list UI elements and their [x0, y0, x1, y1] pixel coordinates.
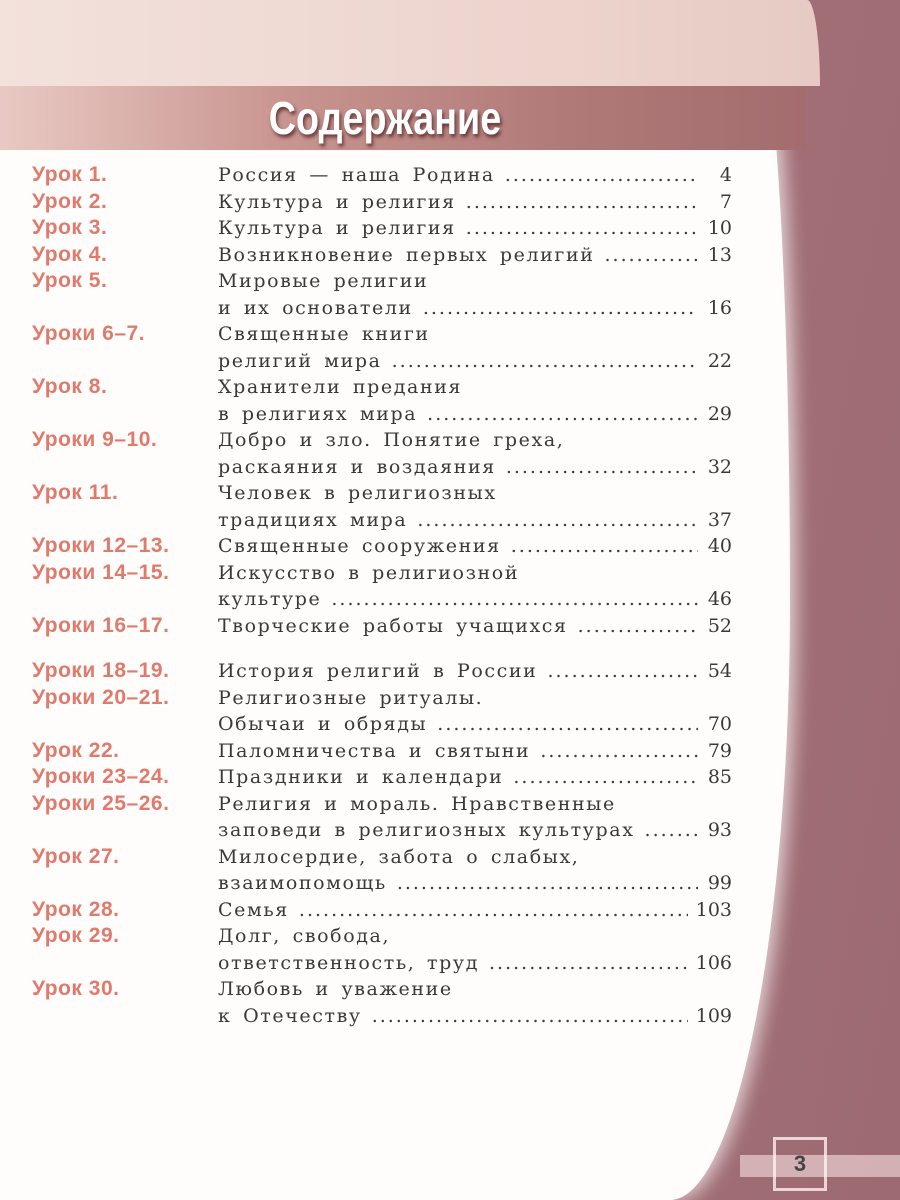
- entry-title-line: Творческие работы учащихся: [218, 614, 568, 637]
- toc-entry: [32, 738, 732, 765]
- toc-entry: [32, 427, 732, 480]
- entry-title-line: Праздники и календари: [218, 766, 504, 788]
- lesson-label: Уроки 9–10.: [32, 428, 158, 451]
- entry-title-line: ответственность, труд: [218, 951, 479, 974]
- entry-title-line: традициях мира: [218, 508, 408, 531]
- dot-leader: [397, 870, 698, 897]
- toc-entry: [32, 897, 732, 924]
- entry-title-line: в религиях мира: [218, 402, 418, 425]
- lesson-label: Урок 28.: [32, 897, 120, 921]
- lesson-label: Урок 1.: [32, 163, 108, 186]
- page-ref: 79: [707, 739, 732, 762]
- table-of-contents: [32, 162, 732, 1029]
- entry-title-line: Культура и религия: [218, 190, 456, 213]
- entry-title-line: заповеди в религиозных культурах: [218, 819, 635, 841]
- page-ref: 29: [707, 402, 732, 425]
- lesson-label: Урок 3.: [32, 216, 108, 239]
- toc-entry: [32, 162, 732, 189]
- page-ref: 16: [707, 296, 732, 319]
- page-ref: 10: [707, 217, 732, 239]
- toc-entry: [32, 764, 732, 791]
- page-ref: 22: [707, 349, 732, 372]
- page-ref: 54: [707, 660, 732, 682]
- lesson-label: Урок 30.: [32, 977, 120, 1000]
- dot-leader: [372, 1003, 688, 1030]
- entry-title-line: Долг, свобода,: [218, 925, 391, 947]
- toc-entry: [32, 791, 732, 844]
- lesson-label: Уроки 23–24.: [32, 765, 170, 788]
- dot-leader: [645, 817, 698, 844]
- entry-title-line: Россия — наша Родина: [218, 164, 495, 186]
- page-ref: 13: [707, 243, 732, 266]
- entry-title-line: Культура и религия: [218, 217, 456, 239]
- page-ref: 37: [707, 508, 732, 531]
- lesson-label: Урок 11.: [32, 481, 119, 504]
- entry-title-line: Любовь и уважение: [218, 978, 453, 1000]
- toc-entry: [32, 321, 732, 374]
- top-band: [0, 0, 820, 86]
- toc-entry: [32, 658, 732, 685]
- page-ref: 99: [707, 872, 732, 894]
- toc-entry: [32, 560, 732, 613]
- entry-title-line: Мировые религии: [218, 270, 429, 292]
- dot-leader: [513, 764, 698, 791]
- page-number: 3: [773, 1137, 827, 1191]
- dot-leader: [331, 586, 698, 613]
- toc-entry: [32, 268, 732, 321]
- dot-leader: [466, 189, 698, 216]
- entry-title-line: Священные сооружения: [218, 535, 501, 557]
- dot-leader: [506, 454, 698, 481]
- dot-leader: [511, 533, 698, 560]
- dot-leader: [427, 401, 698, 428]
- entry-title-line: Паломничества и святыни: [218, 739, 531, 762]
- dot-leader: [466, 215, 698, 242]
- page-ref: 4: [719, 164, 732, 186]
- page-ref: 32: [707, 455, 732, 478]
- entry-title-line: Религиозные ритуалы.: [218, 686, 484, 709]
- toc-entry: [32, 533, 732, 560]
- page-ref: 70: [707, 713, 732, 735]
- entry-title-line: религий мира: [218, 349, 382, 372]
- page-title: Содержание: [268, 92, 502, 144]
- toc-entry: [32, 844, 732, 897]
- toc-entry: [32, 480, 732, 533]
- page-ref: 85: [707, 766, 732, 788]
- entry-title-line: История религий в России: [218, 660, 538, 682]
- dot-leader: [540, 738, 698, 765]
- lesson-label: Уроки 12–13.: [32, 534, 170, 557]
- page-ref: 109: [695, 1004, 732, 1027]
- toc-entry: [32, 923, 732, 976]
- entry-title-line: и их основатели: [218, 296, 413, 319]
- lesson-label: Урок 27.: [32, 844, 120, 868]
- page-ref: 52: [707, 614, 732, 637]
- entry-title-line: Искусство в религиозной: [218, 561, 520, 584]
- toc-entry: [32, 242, 732, 269]
- page-ref: 103: [695, 898, 732, 921]
- lesson-label: Уроки 16–17.: [32, 613, 170, 637]
- toc-entry: [32, 215, 732, 242]
- entry-title-line: к Отечеству: [218, 1004, 362, 1027]
- toc-entry: [32, 976, 732, 1029]
- dot-leader: [505, 162, 698, 189]
- lesson-label: Уроки 25–26.: [32, 791, 170, 815]
- dot-leader: [299, 897, 688, 924]
- lesson-label: Урок 22.: [32, 738, 120, 762]
- entry-title-line: взаимопомощь: [218, 872, 387, 894]
- lesson-label: Урок 5.: [32, 269, 108, 292]
- toc-entry: [32, 374, 732, 427]
- toc-entry: [32, 685, 732, 738]
- entry-title-line: Хранители предания: [218, 376, 463, 398]
- entry-title-line: Священные книги: [218, 323, 430, 345]
- toc-entry: [32, 613, 732, 640]
- page-ref: 93: [707, 819, 732, 841]
- lesson-label: Уроки 6–7.: [32, 322, 146, 345]
- dot-leader: [423, 295, 698, 322]
- entry-title-line: Религия и мораль. Нравственные: [218, 792, 616, 815]
- entry-title-line: Обычаи и обряды: [218, 713, 428, 735]
- lesson-label: Уроки 20–21.: [32, 685, 170, 709]
- lesson-label: Уроки 14–15.: [32, 560, 170, 584]
- lesson-label: Урок 4.: [32, 242, 108, 266]
- page-ref: 7: [719, 190, 732, 213]
- entry-title-line: Милосердие, забота о слабых,: [218, 845, 580, 868]
- toc-entry: [32, 189, 732, 216]
- entry-title-line: культуре: [218, 588, 322, 610]
- entry-title-line: Возникновение первых религий: [218, 243, 595, 266]
- entry-title-line: раскаяния и воздаяния: [218, 455, 496, 478]
- page-ref: 46: [707, 588, 732, 610]
- lesson-label: Урок 29.: [32, 924, 120, 947]
- lesson-label: Урок 8.: [32, 375, 108, 398]
- entry-title-line: Семья: [218, 898, 289, 921]
- entry-title-line: Добро и зло. Понятие греха,: [218, 429, 565, 451]
- page-ref: 106: [695, 951, 732, 974]
- lesson-label: Уроки 18–19.: [32, 659, 170, 682]
- dot-leader: [437, 711, 698, 738]
- dot-leader: [547, 658, 698, 685]
- lesson-label: Урок 2.: [32, 189, 108, 213]
- dot-leader: [489, 950, 688, 977]
- dot-leader: [605, 242, 699, 269]
- dot-leader: [578, 613, 698, 640]
- page-ref: 40: [707, 535, 732, 557]
- dot-leader: [392, 348, 698, 375]
- entry-title-line: Человек в религиозных: [218, 482, 497, 504]
- dot-leader: [417, 507, 698, 534]
